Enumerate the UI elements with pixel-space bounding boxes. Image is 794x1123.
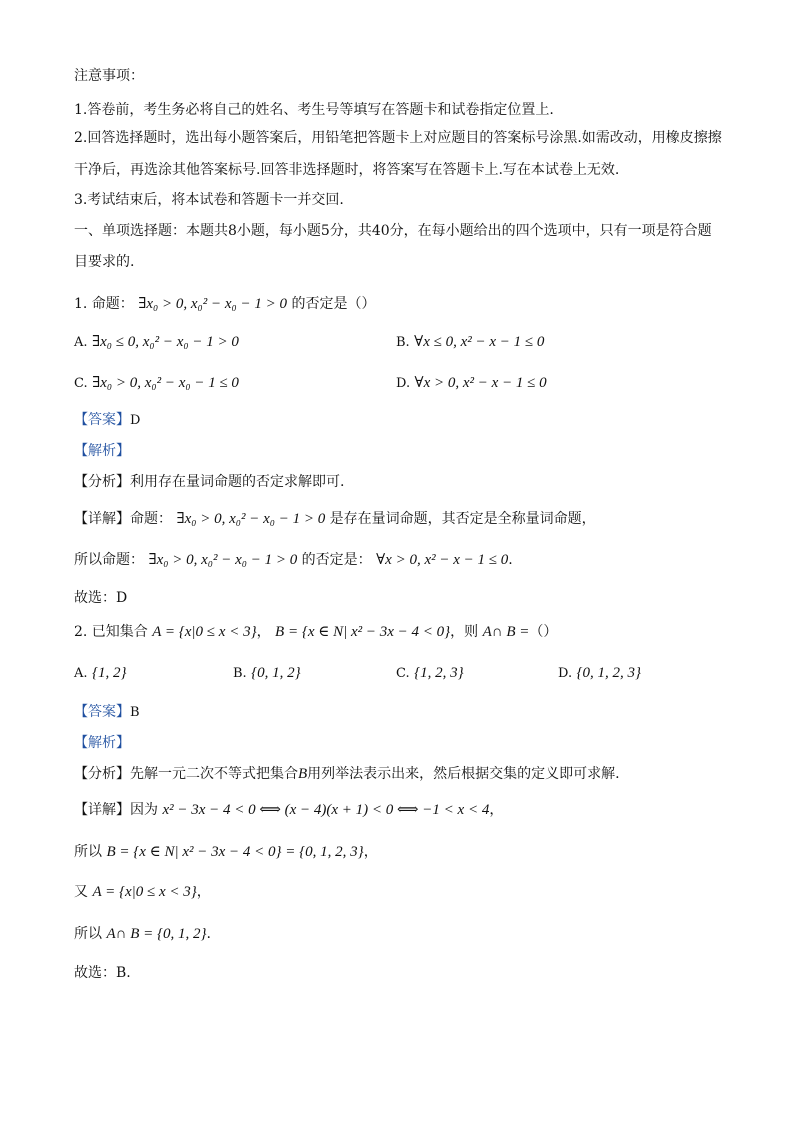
q2-suffix: ，则 — [450, 624, 479, 640]
q1-answer-value: D — [130, 413, 141, 428]
q2-option-a-label: A. — [74, 666, 88, 681]
q2-fenxi — [74, 764, 620, 784]
q1-answer-tag: 【答案】 — [74, 412, 130, 428]
q1-option-c-label: C. — [74, 376, 88, 391]
q2-xiangjie-tag: 【详解】 — [74, 802, 130, 818]
q2-setb-pre: 所以 — [74, 844, 102, 860]
q2-fenxi-tag: 【分析】 — [74, 766, 130, 782]
q1-option-a-label: A. — [74, 335, 88, 350]
q1-option-b-math: ∀x ≤ 0, x² − x − 1 ≤ 0 — [414, 334, 545, 350]
q2-fenxi-math: B — [298, 766, 308, 782]
q2-xiangjie-post: ， — [489, 802, 504, 818]
q2-set-a-restate — [74, 882, 211, 902]
q2-option-d-math: {0, 1, 2, 3} — [576, 665, 642, 681]
q1-math: ∃x₀ > 0, x₀² − x₀ − 1 > 0 — [138, 296, 288, 312]
q1-conclusion-pre: 所以命题： — [74, 552, 144, 568]
q2-set-b: B = {x ∈ N| x² − 3x − 4 < 0} — [275, 624, 451, 640]
q2-option-b-math: {0, 1, 2} — [251, 665, 301, 681]
q1-option-c — [74, 373, 239, 394]
q1-option-a — [74, 332, 239, 353]
q1-fenxi-text: 利用存在量词命题的否定求解即可. — [130, 474, 345, 490]
q1-option-b — [396, 332, 544, 353]
q2-option-d — [558, 663, 641, 684]
q1-conclusion-math2: ∀x > 0, x² − x − 1 ≤ 0 — [376, 552, 509, 568]
q1-xiangjie-pre: 命题： — [130, 511, 172, 527]
q2-xiangjie-math: x² − 3x − 4 < 0 ⟺ (x − 4)(x + 1) < 0 ⟺ −1 < x < 4 — [162, 802, 490, 818]
q2-result-pre: 所以 — [74, 926, 102, 942]
q2-set-a: A = {x|0 ≤ x < 3} — [152, 624, 257, 640]
q2-fenxi-post: 用列举法表示出来，然后根据交集的定义即可求解. — [307, 766, 620, 782]
q1-suffix: 的否定是（） — [291, 296, 376, 312]
question-1-stem — [74, 294, 375, 314]
notice-title: 注意事项： — [74, 68, 144, 84]
section-heading-line2: 目要求的. — [74, 254, 135, 270]
q2-you-pre: 又 — [74, 884, 88, 900]
q1-fenxi-tag: 【分析】 — [74, 474, 130, 490]
q2-setb-math: B = {x ∈ N| x² − 3x − 4 < 0} = {0, 1, 2, 3} — [106, 844, 364, 860]
q1-conclusion-end: . — [508, 552, 513, 568]
q2-prefix: 2. 已知集合 — [74, 624, 148, 640]
q2-paren: （） — [529, 624, 558, 640]
q1-answer — [74, 410, 140, 431]
q1-choose: 故选：D — [74, 590, 128, 606]
q2-choose: 故选：B. — [74, 965, 131, 981]
q2-option-c-math: {1, 2, 3} — [414, 665, 464, 681]
q2-set-b-listing — [74, 842, 378, 862]
q1-xiangjie-math: ∃x₀ > 0, x₀² − x₀ − 1 > 0 — [176, 511, 326, 527]
q2-setb-post: ， — [363, 844, 378, 860]
q2-xiangjie-pre: 因为 — [130, 802, 158, 818]
q2-answer-value: B — [130, 705, 140, 720]
notice-item-2-cont: 干净后，再选涂其他答案标号.回答非选择题时，将答案写在答题卡上.写在本试卷上无效. — [74, 162, 620, 178]
q2-result-math: A∩ B = {0, 1, 2} — [106, 926, 207, 942]
q2-option-b-label: B. — [233, 666, 247, 681]
notice-item-3: 3.考试结束后，将本试卷和答题卡一并交回. — [74, 192, 344, 208]
q2-option-c — [396, 663, 464, 684]
q2-answer — [74, 702, 140, 723]
q2-option-c-label: C. — [396, 666, 410, 681]
q2-intersection: A∩ B = — [482, 624, 530, 640]
q2-fenxi-pre: 先解一元二次不等式把集合 — [130, 766, 298, 782]
q1-analysis-tag: 【解析】 — [74, 443, 130, 459]
notice-item-1: 1.答卷前，考生务必将自己的姓名、考生号等填写在答题卡和试卷指定位置上. — [74, 102, 554, 118]
q2-answer-tag: 【答案】 — [74, 704, 130, 720]
q1-option-b-label: B. — [396, 335, 410, 350]
section-heading-line1: 一、单项选择题：本题共8小题，每小题5分，共40分，在每小题给出的四个选项中，只有一项是符合题 — [74, 223, 712, 239]
q1-conclusion-mid: 的否定是： — [301, 552, 372, 568]
q1-conclusion-math1: ∃x₀ > 0, x₀² − x₀ − 1 > 0 — [148, 552, 298, 568]
q2-option-a-math: {1, 2} — [91, 665, 127, 681]
q1-conclusion — [74, 550, 513, 570]
q1-xiangjie — [74, 509, 596, 529]
q1-xiangjie-tag: 【详解】 — [74, 511, 130, 527]
q1-xiangjie-post: 是存在量词命题，其否定是全称量词命题， — [329, 511, 596, 527]
q1-option-c-math: ∃x₀ > 0, x₀² − x₀ − 1 ≤ 0 — [92, 375, 239, 391]
q1-option-d-label: D. — [396, 376, 411, 391]
q2-option-b — [233, 663, 301, 684]
notice-item-2: 2.回答选择题时，选出每小题答案后，用铅笔把答题卡上对应题目的答案标号涂黑.如需改动，用橡皮擦擦 — [74, 130, 722, 146]
q1-prefix: 1. 命题： — [74, 296, 134, 312]
q2-option-d-label: D. — [558, 666, 573, 681]
q1-option-d — [396, 373, 547, 394]
q2-comma: ， — [256, 624, 271, 640]
q2-analysis-tag: 【解析】 — [74, 735, 130, 751]
q2-intersection-result — [74, 924, 211, 944]
q2-result-post: . — [206, 926, 211, 942]
q2-you-math: A = {x|0 ≤ x < 3} — [92, 884, 197, 900]
q1-fenxi — [74, 472, 344, 492]
q1-option-d-math: ∀x > 0, x² − x − 1 ≤ 0 — [414, 375, 547, 391]
question-2-stem — [74, 622, 557, 642]
q2-option-a — [74, 663, 126, 684]
q2-you-post: ， — [196, 884, 211, 900]
q1-option-a-math: ∃x₀ ≤ 0, x₀² − x₀ − 1 > 0 — [91, 334, 239, 350]
q2-xiangjie — [74, 800, 503, 820]
